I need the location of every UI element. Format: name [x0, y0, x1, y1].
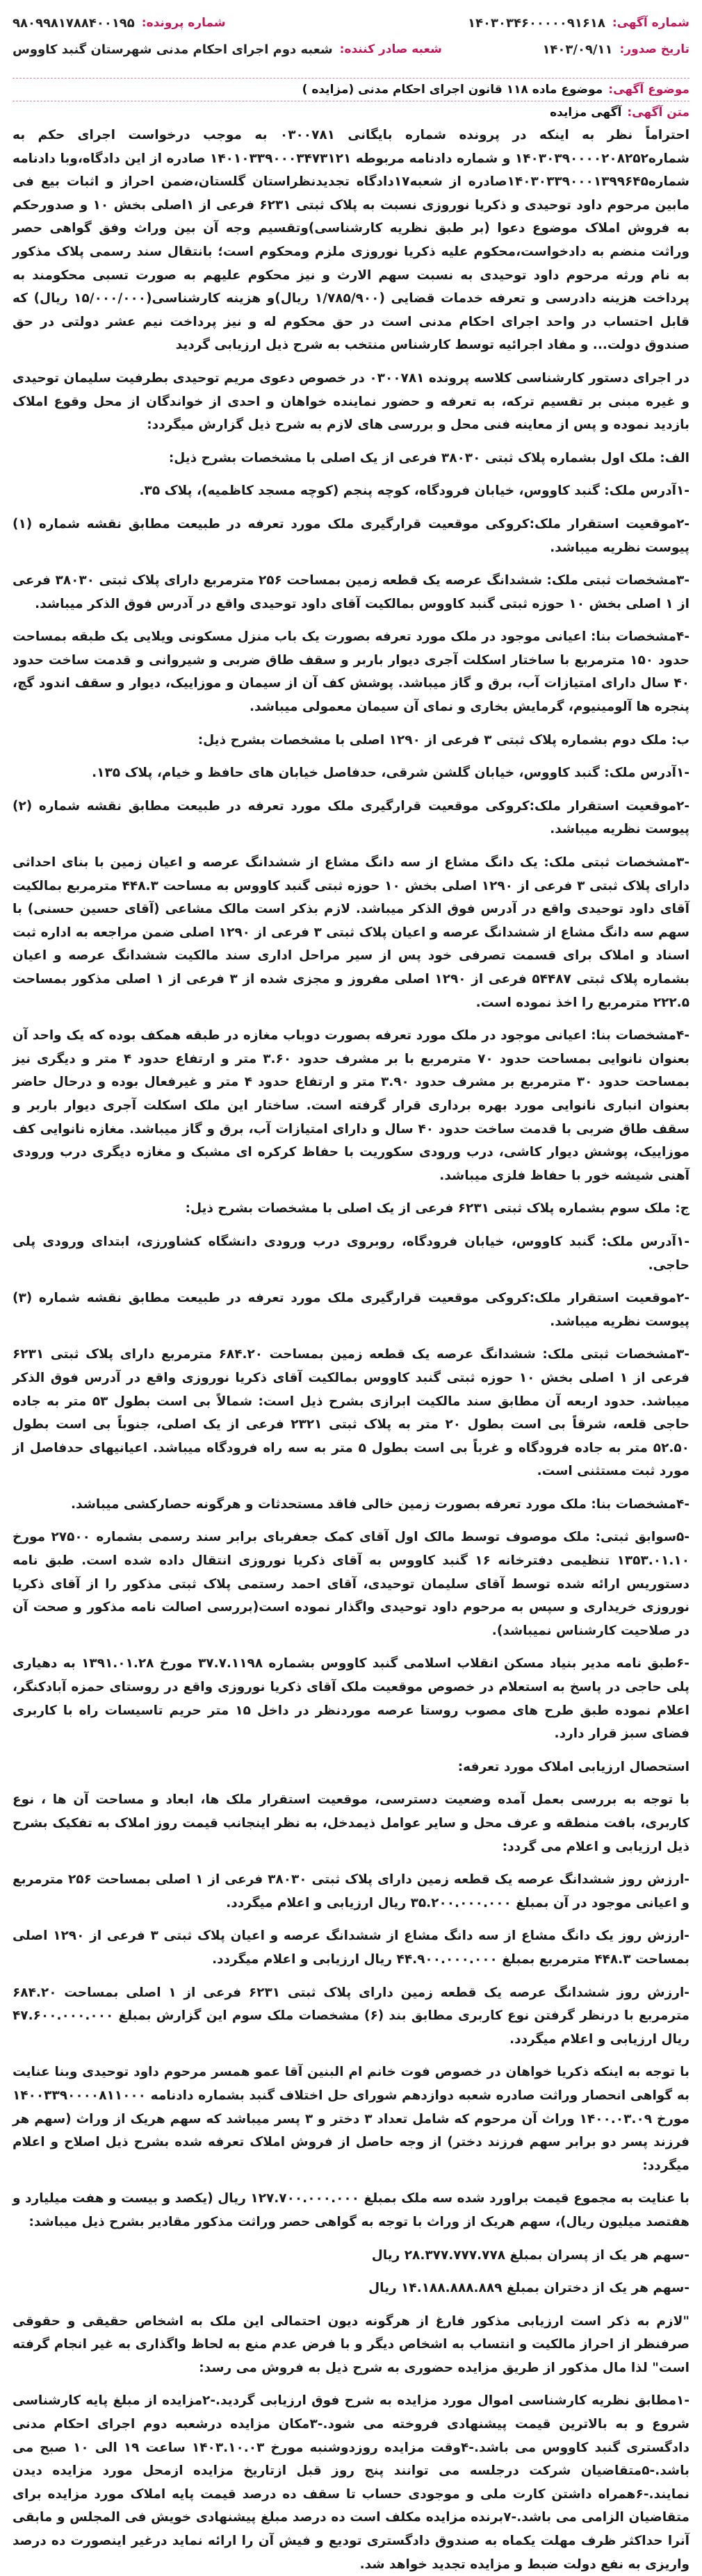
- ad-paragraph: -۲موقعیت استقرار ملک:کروکی موقعیت قرارگیری ملک مورد تعرفه در طبیعت مطابق نقشه شماره (۳) پیوست نظریه میباشد.: [13, 1291, 689, 1329]
- ad-paragraph: با عنایت به مجموع قیمت براورد شده سه ملک بمبلغ ۱۲۷.۷۰۰.۰۰۰.۰۰۰ ریال (یکصد و بیست و هفت میلیارد و هفتصد میلیون ریال)، سهم هریک از وراث با توجه به گواهی حصر وراثت مذکور مقادیر بشرح ذیل میباشد:: [13, 2191, 689, 2229]
- ad-paragraph: -ارزش روز ششدانگ عرصه یک قطعه زمین دارای پلاک ثبتی ۳۸۰۳۰ فرعی از ۱ اصلی بمساحت ۲۵۶ مترمربع و اعیانی موجود در آن بمبلغ ۳۵.۲۰۰.۰۰۰.۰۰۰ ریال ارزیابی و اعلام میگردد.: [13, 1872, 689, 1910]
- ad-paragraph: -۱آدرس ملک: گنبد کاووس، خیابان فرودگاه، کوچه پنجم (کوچه مسجد کاظمیه)، پلاک ۳۵.: [139, 484, 689, 499]
- ad-header: [13, 10, 689, 74]
- ad-paragraph: -۳مشخصات ثبتی ملک: ششدانگ عرصه یک قطعه زمین بمساحت ۲۵۶ مترمربع دارای پلاک ثبتی ۳۸۰۳۰ فرعی از ۱ اصلی بخش ۱۰ حوزه ثبتی گنبد کاووس بمالکیت آقای داود توحیدی واقع در آدرس فوق الذکر میباشد.: [13, 573, 690, 611]
- ad-paragraph: -۱آدرس ملک: گنبد کاووس، خیابان گلشن شرقی، حدفاصل خیابان های حافظ و خیام، پلاک ۱۳۵.: [92, 766, 689, 781]
- ad-paragraph: الف: ملک اول بشماره پلاک ثبتی ۳۸۰۳۰ فرعی از یک اصلی با مشخصات بشرح ذیل:: [168, 450, 689, 465]
- ad-number: ۱۴۰۳۰۳۴۶۰۰۰۰۰۹۱۶۱۸: [468, 15, 605, 31]
- ad-paragraph: -۴مشخصات بنا: ملک مورد تعرفه بصورت زمین خالی فاقد مستحدثات و هرگونه حصارکشی میباشد.: [71, 1496, 689, 1512]
- issue-date-group: [542, 42, 689, 57]
- text-label: متن آگهی:: [627, 106, 689, 119]
- ad-paragraph: در اجرای دستور کارشناسی کلاسه پرونده ۰۳۰۰۷۸۱ در خصوص دعوی مریم توحیدی بطرفیت سلیمان توحیدی و غیره مبنی بر تقسیم ترکه، به تعرفه و حضور نماینده خواهان و احدی از خواندگان از محل وقوع املاک بازدید نموده و پس از معاینه فنی محل و بررسی های لازم به شرح ذیل گزارش میگردد:: [13, 370, 690, 433]
- text-title-line: [13, 106, 689, 119]
- issue-date-label: تاریخ صدور:: [619, 42, 689, 56]
- issuer-label: شعبه صادر کننده:: [339, 42, 442, 56]
- ad-paragraph: -سهم هر یک از پسران بمبلغ ۲۸.۳۷۷.۷۷۷.۷۷۸ ریال: [371, 2247, 689, 2263]
- subject-value: موضوع ماده ۱۱۸ قانون اجرای احکام مدنی (مزایده ): [302, 83, 603, 97]
- ad-title: آگهی مزایده: [550, 106, 622, 119]
- ad-paragraph: -۴مشخصات بنا: اعیانی موجود در ملک مورد تعرفه بصورت یک باب منزل مسکونی ویلایی یک طبقه بمساحت حدود ۱۵۰ مترمربع با ساختار اسکلت آجری دیوار باربر و سقف طاق ضربی و شیروانی و قدمت ساخت حدود ۴۰ سال دارای امتیازات آب، برق و گاز میباشد. پوشش کف آن از سیمان و موزاییک، دیوار و سقف اندود گچ، پنجره ها آلومینیوم، گرمایش بخاری و نمای آن سیمان معمولی میباشد.: [13, 629, 689, 715]
- ad-paragraph: استحصال ارزیابی املاک مورد تعرفه:: [457, 1759, 689, 1774]
- ad-paragraph: -۲موقعیت استقرار ملک:کروکی موقعیت قرارگیری ملک مورد تعرفه در طبیعت مطابق نقشه شماره (۱) پیوست نظریه میباشد.: [13, 516, 689, 555]
- ad-paragraph: -۳مشخصات ثبتی ملک: یک دانگ مشاع از سه دانگ مشاع از ششدانگ عرصه و اعیان زمین با بنای احداثی دارای پلاک ثبتی ۳ فرعی از ۱۲۹۰ اصلی بخش ۱۰ حوزه ثبتی گنبد کاووس به مساحت ۴۴۸.۳ مترمربع بمالکیت آقای داود توحیدی واقع در آدرس فوق الذکر میباشد. لازم بذکر است مالک مشاعی (آقای حسین حسنی) با سهم سه دانگ مشاع از ششدانگ عرصه و اعیان پلاک ثبتی ۳ فرعی از ۱۲۹۰ اصلی ضمن مراجعه به اداره ثبت اسناد و املاک برای قسمت تصرفی خود پس از سیر مراحل اداری سند مالکیت ششدانگ عرصه و اعیان بشماره پلاک ثبتی ۵۴۴۸۷ فرعی از ۱۲۹۰ اصلی مفروز و مجزی شده از ۳ فرعی از ۱ اصلی مذکور بمساحت ۲۲۲.۵ مترمربع را اخذ نموده است.: [13, 855, 689, 1010]
- case-number: ۹۸۰۹۹۸۱۷۸۸۴۰۰۱۹۵: [13, 15, 135, 31]
- ad-paragraph: "لازم به ذکر است ارزیابی مذکور فارغ از هرگونه دیون احتمالی این ملک به اشخاص حقیقی و حقوقی صرفنظر از احراز مالکیت و انتساب به اشخاص دیگر و با فرض عدم منع به لحاظ واگذاری به غیر انجام گرفته است" لذا مال مذکور از طریق مزایده حضوری به شرح ذیل به فروش می رسد:: [13, 2313, 689, 2375]
- header-row-1: [13, 10, 689, 36]
- issuer-group: [13, 42, 442, 57]
- ad-number-label: شماره آگهی:: [612, 16, 689, 30]
- ad-paragraph: -۳مشخصات ثبتی ملک: ششدانگ عرصه یک قطعه زمین بمساحت ۶۸۴.۲۰ مترمربع دارای پلاک ثبتی ۶۲۳۱ فرعی از ۱ اصلی بخش ۱۰ حوزه ثبتی گنبد کاووس بمالکیت آقای ذکریا نوروزی واقع در آدرس فوق الذکر میباشد. حدود اربعه آن مطابق سند مالکیت ابرازی بشرح ذیل است: شمالاً بی است بطول ۵۳ متر به جاده حاجی قلعه، شرقاً بی است بطول ۲۰ متر به پلاک ثبتی ۲۳۲۱ فرعی از یک اصلی، جنوباً بی است بطول ۵۲.۵۰ متر به جاده فرودگاه و غرباً بی است بطول ۵ متر به سه راه فرودگاه میباشد. اعیانیهای حدفاصل از مورد ثبت مستثنی است.: [13, 1347, 689, 1479]
- subject-line: [13, 83, 689, 97]
- subject-label: موضوع آگهی:: [608, 83, 689, 97]
- ad-paragraph: -۱مطابق نظریه کارشناسی اموال مورد مزایده به شرح فوق ارزیابی گردید.-۲مزایده از مبلغ پایه کارشناسی شروع و به بالاترین قیمت پیشنهادی فروخته می شود.-۳مکان مزایده درشعبه دوم اجرای احکام مدنی دادگستری گنبد کاووس می باشد.-۴وقت مزایده روزدوشنبه مورخ ۱۴۰۳.۱۰.۰۳ ساعت ۱۹ الی ۱۰ صبح می باشد.-۵متقاضیان شرکت درجلسه می توانند پنج روز قبل ازتاریخ مزایده ازمحل مورد مزایده دیدن نمایند.-۶همراه داشتن کارت ملی و موجودی حساب تا سقف ده درصد قیمت پایه املاک مورد مزایده برای متقاضیان الزامی می باشد.-۷برنده مزایده مکلف است ده درصد مبلغ پیشنهادی خویش فی المجلس و مابقی آنرا حداکثر ظرف مهلت یکماه به صندوق دادگستری تودیع و فیش آن را ارائه نماید درغیر اینصورت ده درصد واریزی به نفع دولت ضبط و مزایده تجدید خواهد شد.: [13, 2393, 690, 2572]
- ad-body: [13, 124, 689, 2576]
- ad-paragraph: -۱آدرس ملک: گنبد کاووس، خیابان فرودگاه، روبروی درب ورودی دانشگاه کشاورزی، ابتدای ورودی پلی حاجی.: [13, 1234, 689, 1273]
- header-row-2: [13, 36, 689, 63]
- ad-number-group: [468, 16, 689, 31]
- header-divider: [13, 78, 689, 79]
- case-number-group: [13, 16, 226, 31]
- ad-paragraph: -سهم هر یک از دختران بمبلغ ۱۴.۱۸۸.۸۸۸.۸۸۹ ریال: [368, 2281, 689, 2296]
- ad-paragraph: -۴مشخصات بنا: اعیانی موجود در ملک مورد تعرفه بصورت دوباب مغازه در طبقه همکف بوده که یک واحد آن بعنوان نانوایی بمساحت حدود ۷۰ مترمربع با بر مشرف حدود ۳.۶۰ متر و ارتفاع حدود ۴ متر و دیگری نیز بمساحت حدود ۳۰ مترمربع بر مشرف حدود ۳.۹۰ متر و ارتفاع حدود ۴ متر و غیرفعال بوده و درحال حاضر بعنوان انباری نانوایی مورد بهره برداری قرار گرفته است. ساختار این ملک اسکلت آجری دیوار باربر و سقف طاق ضربی با قدمت ساخت حدود ۴۰ سال و دارای امتیازات آب، برق و گاز میباشد. مغازه نانوایی کف موزاییک، پوشش دیوار کاشی، درب ورودی سکوریت با حفاظ کرکره ای مشبک و مغازه دیگری درب ورودی آهنی شیشه خور با حفاظ فلزی میباشد.: [13, 1028, 689, 1183]
- ad-paragraph: احتراماً نظر به اینکه در پرونده شماره بایگانی ۰۳۰۰۷۸۱ به موجب درخواست اجرای حکم به شماره۱۴۰۳۰۳۹۰۰۰۰۲۰۸۲۵۲ و شماره دادنامه مربوطه ۱۴۰۱۰۳۳۹۰۰۰۳۴۷۳۱۲۱ صادره از این دادگاه،وبا دادنامه شماره۱۴۰۳۰۳۳۹۰۰۰۱۳۹۹۶۴۵صادره از شعبه۱۷دادگاه تجدیدنظراستان گلستان،ضمن احراز و اثبات بیع فی مابین مرحوم داود توحیدی و ذکریا نوروزی نسبت به پلاک ثبتی ۶۲۳۱ فرعی از ۱اصلی بخش ۱۰ و صدورحکم به فروش املاک موضوع دعوا (بر طبق نظریه کارشناسی)وتقسیم وجه آن بین وراث وفق گواهی حصر وراثت منضم به دادخواست،محکوم علیه ذکریا نوروزی ملزم ومحکوم است؛ بانتقال سند رسمی پلاک مذکور به نام ورثه مرحوم داود توحیدی به نسبت سهم الارث و نیز محکوم علیهم به صورت تسبی محکومند به پرداخت هزینه دادرسی و تعرفه خدمات قضایی (۱/۷۸۵/۹۰۰ ریال)و هزینه کارشناسی(۱۵/۰۰۰/۰۰۰ ریال) که قابل احتساب در واحد اجرای احکام مدنی است در حق محکوم له و نیز پرداخت نیم عشر دولتی در حق صندوق دولت... و مفاد اجرائیه توسط کارشناس منتخب به شرح ذیل ارزیابی گردید: [13, 128, 690, 353]
- ad-paragraph: -۵سوابق ثبتی: ملک موصوف توسط مالک اول آقای کمک جعفربای برابر سند رسمی بشماره ۲۷۵۰۰ مورخ ۱۳۵۳.۰۱.۱۰ تنظیمی دفترخانه ۱۶ گنبد کاووس به آقای ذکریا نوروزی انتقال داده شده است. طبق نامه دستوریس ارائه شده توسط آقای سلیمان توحیدی، آقای احمد رستمی پلاک ثبتی مذکور را از آقای ذکریا نوروزی خریداری و سپس به مرحوم داود توحیدی واگذار نموده است(بررسی اصالت نامه مذکور و صحت آن در صلاحیت کارشناس نمیباشد).: [13, 1530, 689, 1638]
- issue-date: ۱۴۰۳/۰۹/۱۱: [542, 42, 613, 57]
- issuer: شعبه دوم اجرای احکام مدنی شهرستان گنبد کاووس: [13, 42, 333, 57]
- ad-paragraph: ج: ملک سوم بشماره پلاک ثبتی ۶۲۳۱ فرعی از یک اصلی با مشخصات بشرح ذیل:: [185, 1201, 689, 1216]
- case-number-label: شماره پرونده:: [141, 16, 226, 30]
- ad-paragraph: با توجه به بررسی بعمل آمده وضعیت دسترسی، موقعیت استقرار ملک ها، ابعاد و مساحت آن ها ، نوع کاربری، بافت منطقه و عرف محل و سایر عوامل ذیمدخل، به نظر اینجانب قیمت روز املاک به تفکیک بشرح ذیل ارزیابی و اعلام می گردد:: [13, 1792, 689, 1854]
- ad-paragraph: -ارزش روز ششدانگ عرصه یک قطعه زمین دارای پلاک ثبتی ۶۲۳۱ فرعی از ۱ اصلی بمساحت ۶۸۴.۲۰ مترمربع با درنظر گرفتن نوع کاربری مطابق بند (۶) مشخصات ملک سوم این گزارش بمبلغ ۴۷.۶۰۰.۰۰۰.۰۰۰ ریال ارزیابی و اعلام میگردد.: [13, 1985, 690, 2047]
- ad-paragraph: -ارزش روز یک دانگ مشاع از سه دانگ مشاع از ششدانگ عرصه و اعیان پلاک ثبتی ۳ فرعی از ۱۲۹۰ اصلی بمساحت ۴۴۸.۳ مترمربع بمبلغ ۴۴.۹۰۰.۰۰۰.۰۰۰ ریال ارزیابی و اعلام میگردد.: [13, 1929, 689, 1967]
- ad-paragraph: ب: ملک دوم بشماره پلاک ثبتی ۳ فرعی از ۱۲۹۰ اصلی با مشخصات بشرح ذیل:: [197, 732, 689, 748]
- ad-paragraph: -۲موقعیت استقرار ملک:کروکی موقعیت قرارگیری ملک مورد تعرفه در طبیعت مطابق نقشه شماره (۲) پیوست نظریه میباشد.: [13, 798, 689, 837]
- ad-paragraph: -۶طبق نامه مدیر بنیاد مسکن انقلاب اسلامی گنبد کاووس بشماره ۳۷.۷.۱۱۹۸ مورخ ۱۳۹۱.۰۱.۲۸ به دهیاری پلی حاجی در پاسخ به استعلام در خصوص موقعیت ملک آقای ذکریا نوروزی واقع در روستای حمزه آبادکنگر، اعلام نموده طبق طرح های مصوب روستا عرصه موردنظر در داخل ۱۵ متر حریم تاسیسات راه با کاربری فضای سبز قرار دارد.: [13, 1656, 689, 1742]
- ad-paragraph: با توجه به اینکه ذکریا خواهان در خصوص فوت خانم ام البنین آقا عمو همسر مرحوم داود توحیدی وبنا عنایت به گواهی انحصار وراثت صادره شعبه دوازدهم شورای حل اختلاف گنبد بشماره دادنامه ۱۴۰۰۳۳۹۰۰۰۰۸۱۱۰۰۰ مورخ ۱۴۰۰.۰۳.۰۹ وراث آن مرحوم که شامل تعداد ۳ دختر و ۳ پسر میباشد که سهم هریک از وراث (سهم هر فرزند پسر دو برابر سهم فرزند دختر) از وجه حاصل از فروش املاک تعرفه شده بشرح ذیل اصلاح و اعلام میگردد:: [13, 2065, 689, 2173]
